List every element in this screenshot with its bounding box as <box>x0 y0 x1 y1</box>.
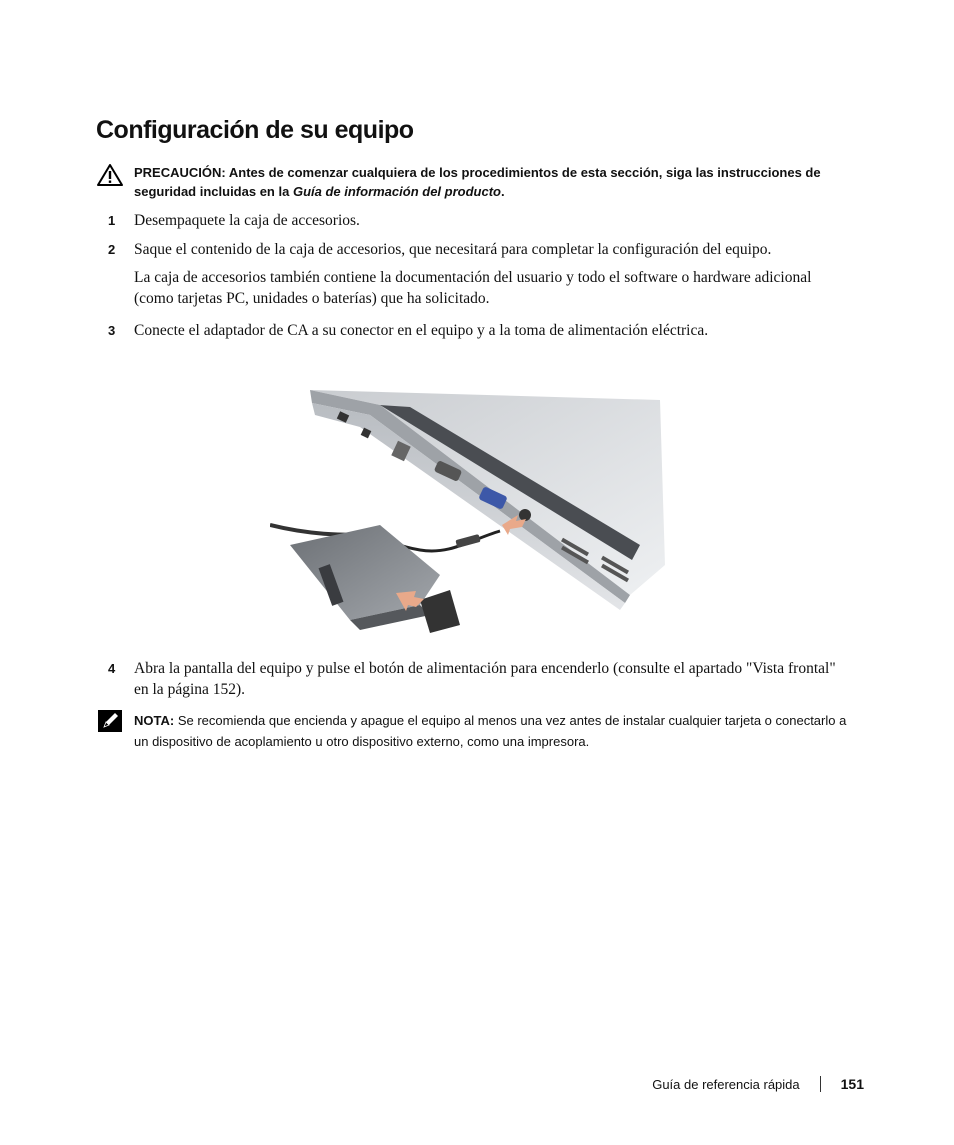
ac-adapter-connection-illustration <box>270 385 670 640</box>
step-text: Saque el contenido de la caja de accesorios, que necesitará para completar la configuración del equipo. <box>134 241 772 258</box>
note-block <box>98 710 858 752</box>
step-number: 1 <box>108 213 116 228</box>
warning-icon <box>96 163 124 187</box>
page-title: Configuración de su equipo <box>96 116 414 144</box>
step-3 <box>108 320 848 341</box>
step-number: 2 <box>108 242 116 257</box>
footer-separator <box>820 1076 821 1092</box>
page-footer <box>652 1076 864 1092</box>
step-text: Conecte el adaptador de CA a su conector en el equipo y a la toma de alimentación eléctrica. <box>134 322 709 339</box>
note-pencil-icon <box>98 710 122 732</box>
step-2 <box>108 239 848 309</box>
step-1 <box>108 210 848 231</box>
step-extra-text: La caja de accesorios también contiene la documentación del usuario y todo el software o hardware adicional (como tarjetas PC, unidades o baterías) que ha solicitado. <box>134 269 812 307</box>
step-number: 4 <box>108 661 116 676</box>
note-body: Se recomienda que encienda y apague el equipo al menos una vez antes de instalar cualquier tarjeta o conectarlo a un dispositivo de acoplamiento u otro dispositivo externo, como una impresora. <box>134 713 847 749</box>
note-text <box>134 710 858 752</box>
caution-text <box>134 163 866 201</box>
step-number: 3 <box>108 323 116 338</box>
caution-doc-title: Guía de información del producto <box>292 184 501 199</box>
page-number: 151 <box>840 1076 864 1092</box>
step-text: Abra la pantalla del equipo y pulse el botón de alimentación para encenderlo (consulte el apartado "Vista frontal" en la página 152). <box>134 660 836 698</box>
note-label: NOTA: <box>134 713 175 728</box>
caution-block <box>96 163 866 201</box>
step-text: Desempaquete la caja de accesorios. <box>134 212 360 229</box>
step-4 <box>108 658 848 700</box>
caution-label: PRECAUCIÓN: <box>134 165 226 180</box>
caution-end: . <box>500 184 505 199</box>
caution-body: Antes de comenzar cualquiera de los procedimientos de esta sección, siga las instrucciones de seguridad incluidas en la <box>134 165 821 199</box>
footer-guide-title: Guía de referencia rápida <box>652 1076 800 1092</box>
